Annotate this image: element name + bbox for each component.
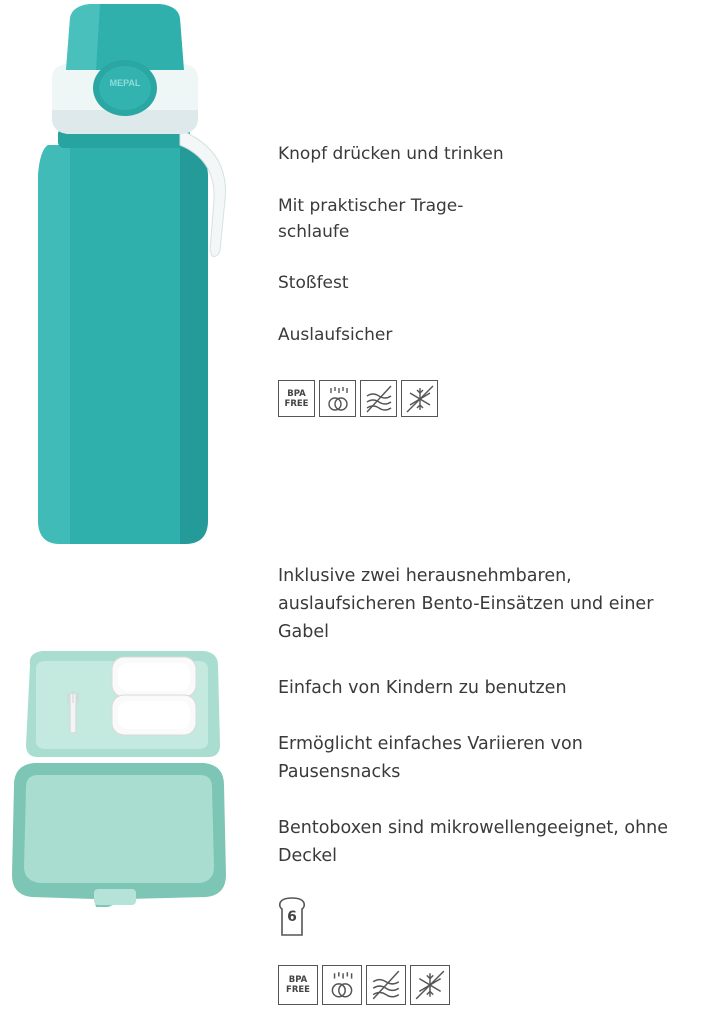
feature-vary-snacks-text: Ermöglicht einfaches Variieren von Pausensnacks (278, 734, 583, 782)
hot-liquid-icon (360, 380, 397, 417)
freezer-icon (401, 380, 438, 417)
freezer-icon (410, 965, 450, 1005)
bpa-free-line2: FREE (286, 985, 310, 995)
dishwasher-icon (322, 965, 362, 1005)
feature-easy-for-kids: Einfach von Kindern zu benutzen (278, 678, 567, 698)
dishwasher-icon (319, 380, 356, 417)
feature-microwave-safe-text: Bentoboxen sind mikrowellengeeignet, ohne Deckel (278, 818, 669, 866)
feature-push-button: Knopf drücken und trinken (278, 144, 504, 164)
sandwich-capacity-value: 6 (287, 909, 297, 925)
cap-brand-label: MEPAL (109, 78, 141, 88)
water-bottle-image (30, 0, 245, 550)
bpa-free-line1: BPA (288, 975, 308, 985)
feature-carry-strap (278, 193, 463, 245)
feature-carry-strap-text: Mit praktischer Trage- schlaufe (278, 196, 464, 242)
feature-microwave-safe (278, 814, 668, 870)
feature-shockproof: Stoßfest (278, 273, 349, 293)
bpa-free-icon (278, 380, 315, 417)
bpa-free-line1: BPA (287, 388, 306, 399)
feature-leakproof: Auslaufsicher (278, 325, 393, 345)
bpa-free-icon (278, 965, 318, 1005)
lunchbox-care-icons (278, 965, 450, 1005)
sandwich-capacity-icon (278, 897, 306, 937)
feature-vary-snacks (278, 730, 583, 786)
feature-bento-inserts-text: Inklusive zwei herausnehmbaren, auslaufsicheren Bento-Einsätzen und einer Gabel (278, 566, 654, 642)
hot-liquid-icon (366, 965, 406, 1005)
bpa-free-line2: FREE (284, 398, 309, 409)
lunchbox-image (8, 645, 233, 915)
feature-bento-inserts (278, 562, 653, 646)
bottle-care-icons (278, 380, 438, 417)
